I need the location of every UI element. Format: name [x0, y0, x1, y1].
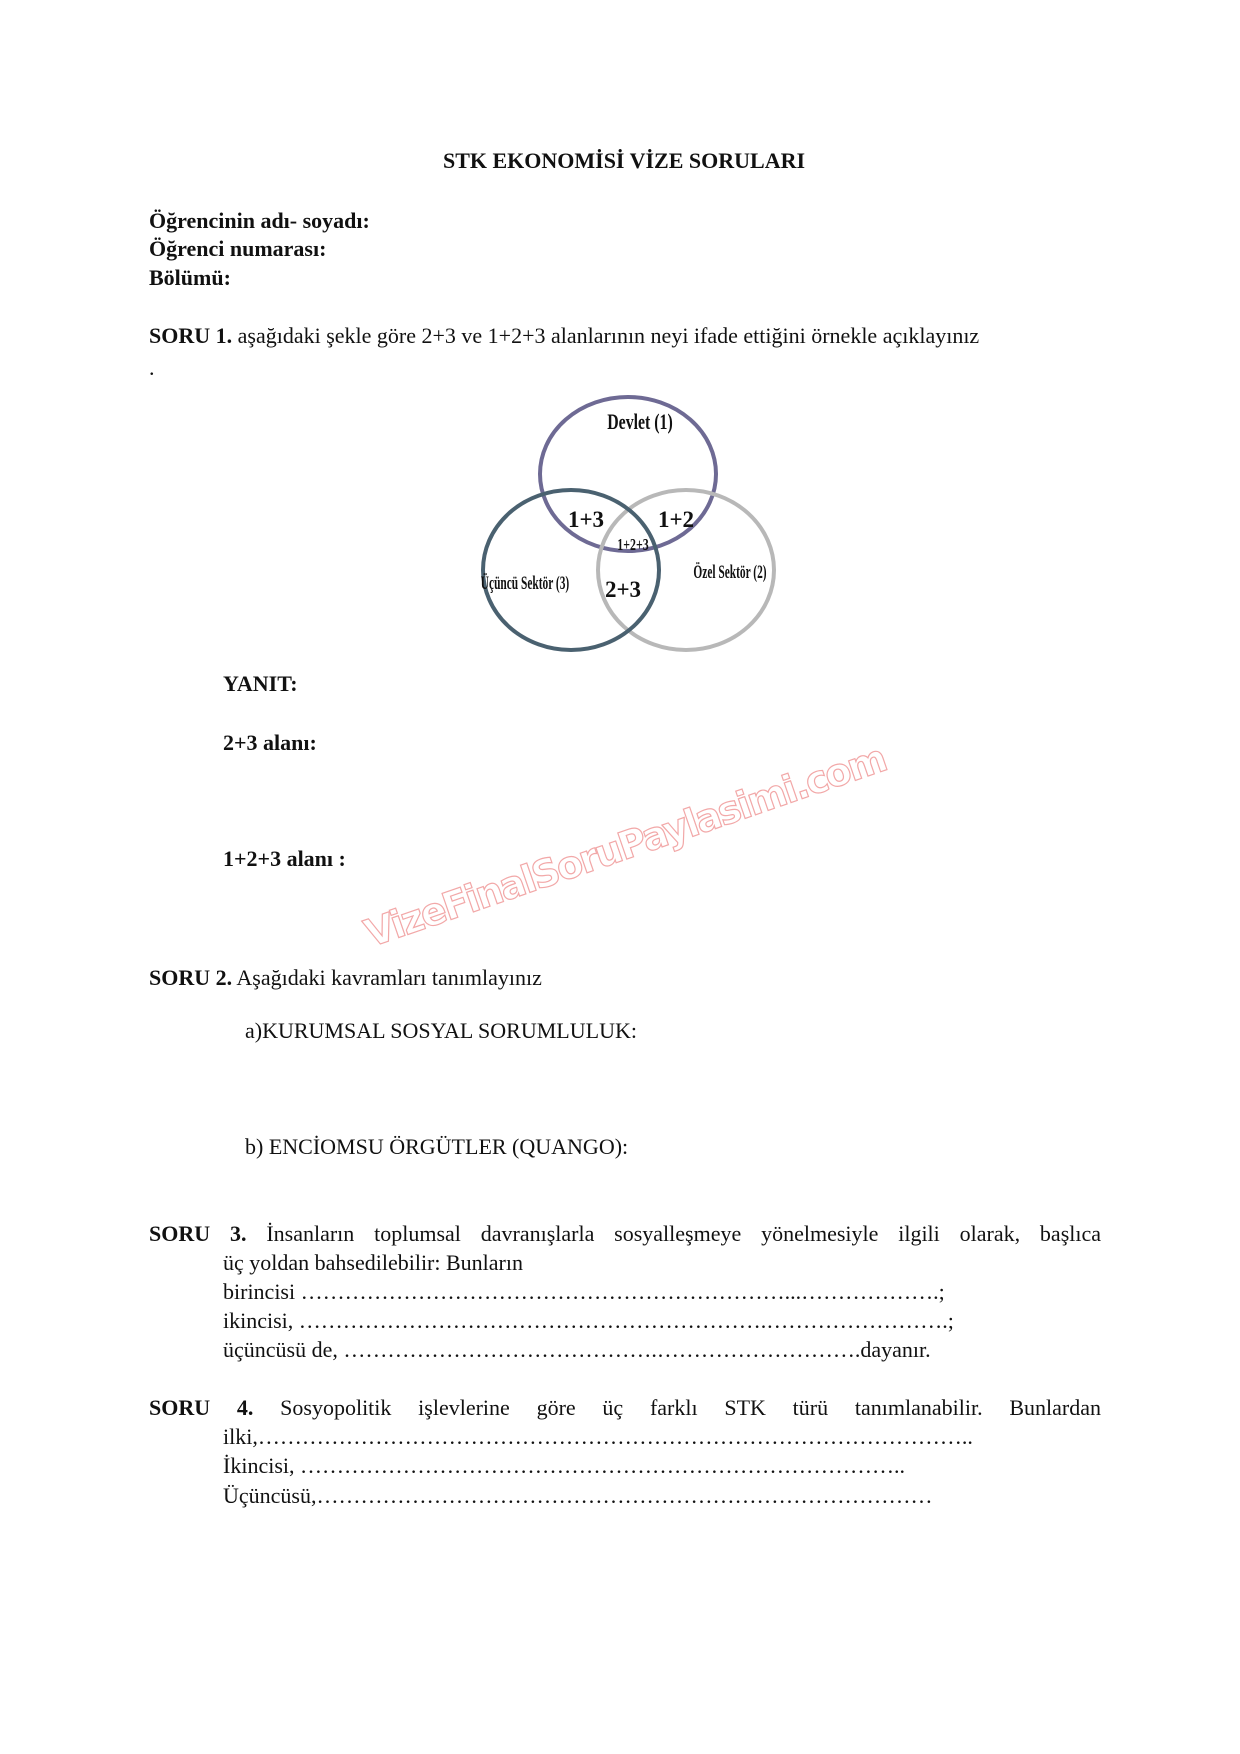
- page-title: STK EKONOMİSİ VİZE SORULARI: [442, 148, 806, 173]
- question-1: [149, 322, 979, 350]
- answer-label: YANIT:: [223, 671, 298, 696]
- question-3: [149, 1220, 1101, 1248]
- label-devlet: Devlet (1): [607, 410, 673, 435]
- question-1-text: aşağıdaki şekle göre 2+3 ve 1+2+3 alanlarının neyi ifade ettiğini örnekle açıklayınız: [237, 323, 980, 348]
- question-2-label: SORU 2.: [149, 965, 233, 990]
- watermark: VizeFinalSoruPaylasimi.com: [359, 736, 891, 956]
- question-4-blank-1: ilki,……………………………………………………………………………………..: [223, 1424, 973, 1449]
- question-2b: b) ENCİOMSU ÖRGÜTLER (QUANGO):: [245, 1134, 629, 1159]
- department-label: Bölümü:: [149, 265, 231, 290]
- label-ucuncu-sektor: Üçüncü Sektör (3): [480, 573, 570, 594]
- question-1-dot: .: [149, 355, 155, 380]
- venn-diagram: [380, 380, 860, 670]
- student-name-label: Öğrencinin adı- soyadı:: [149, 208, 370, 233]
- question-3-blank-2: ikincisi, ……………………………………………………….…………………….;: [223, 1308, 954, 1333]
- question-3-blank-1: birincisi …………………………………………………………...……………….;: [223, 1279, 945, 1304]
- question-4-blank-3: Üçüncüsü,…………………………………………………………………………: [223, 1483, 933, 1508]
- question-2a: a)KURUMSAL SOSYAL SORUMLULUK:: [245, 1018, 637, 1043]
- label-ozel-sektor: Özel Sektör (2): [693, 562, 767, 583]
- question-4-label: SORU 4.: [149, 1395, 254, 1420]
- question-1-label: SORU 1.: [149, 323, 233, 348]
- region-2-3: 2+3: [604, 577, 642, 602]
- question-3-text-cont: üç yoldan bahsedilebilir: Bunların: [223, 1250, 523, 1275]
- question-4-text: Sosyopolitik işlevlerine göre üç farklı STK türü tanımlanabilir. Bunlardan: [280, 1395, 1101, 1420]
- question-3-text: İnsanların toplumsal davranışlarla sosyalleşmeye yönelmesiyle ilgili olarak, başlıca: [266, 1221, 1102, 1246]
- region-1-3: 1+3: [567, 507, 605, 532]
- question-2-text: Aşağıdaki kavramları tanımlayınız: [236, 965, 542, 990]
- question-2: [149, 964, 542, 992]
- region-1-2-3: 1+2+3: [617, 536, 649, 555]
- question-3-blank-3: üçüncüsü de, …………………………………….……………………….dayanır.: [223, 1337, 931, 1362]
- question-4-blank-2: İkincisi, ………………………………………………………………………..: [223, 1453, 905, 1478]
- area-1-2-3-label: 1+2+3 alanı :: [223, 846, 346, 871]
- region-1-2: 1+2: [657, 507, 695, 532]
- student-number-label: Öğrenci numarası:: [149, 236, 327, 261]
- question-4: [149, 1394, 1101, 1422]
- area-2-3-label: 2+3 alanı:: [223, 730, 317, 755]
- question-3-label: SORU 3.: [149, 1221, 247, 1246]
